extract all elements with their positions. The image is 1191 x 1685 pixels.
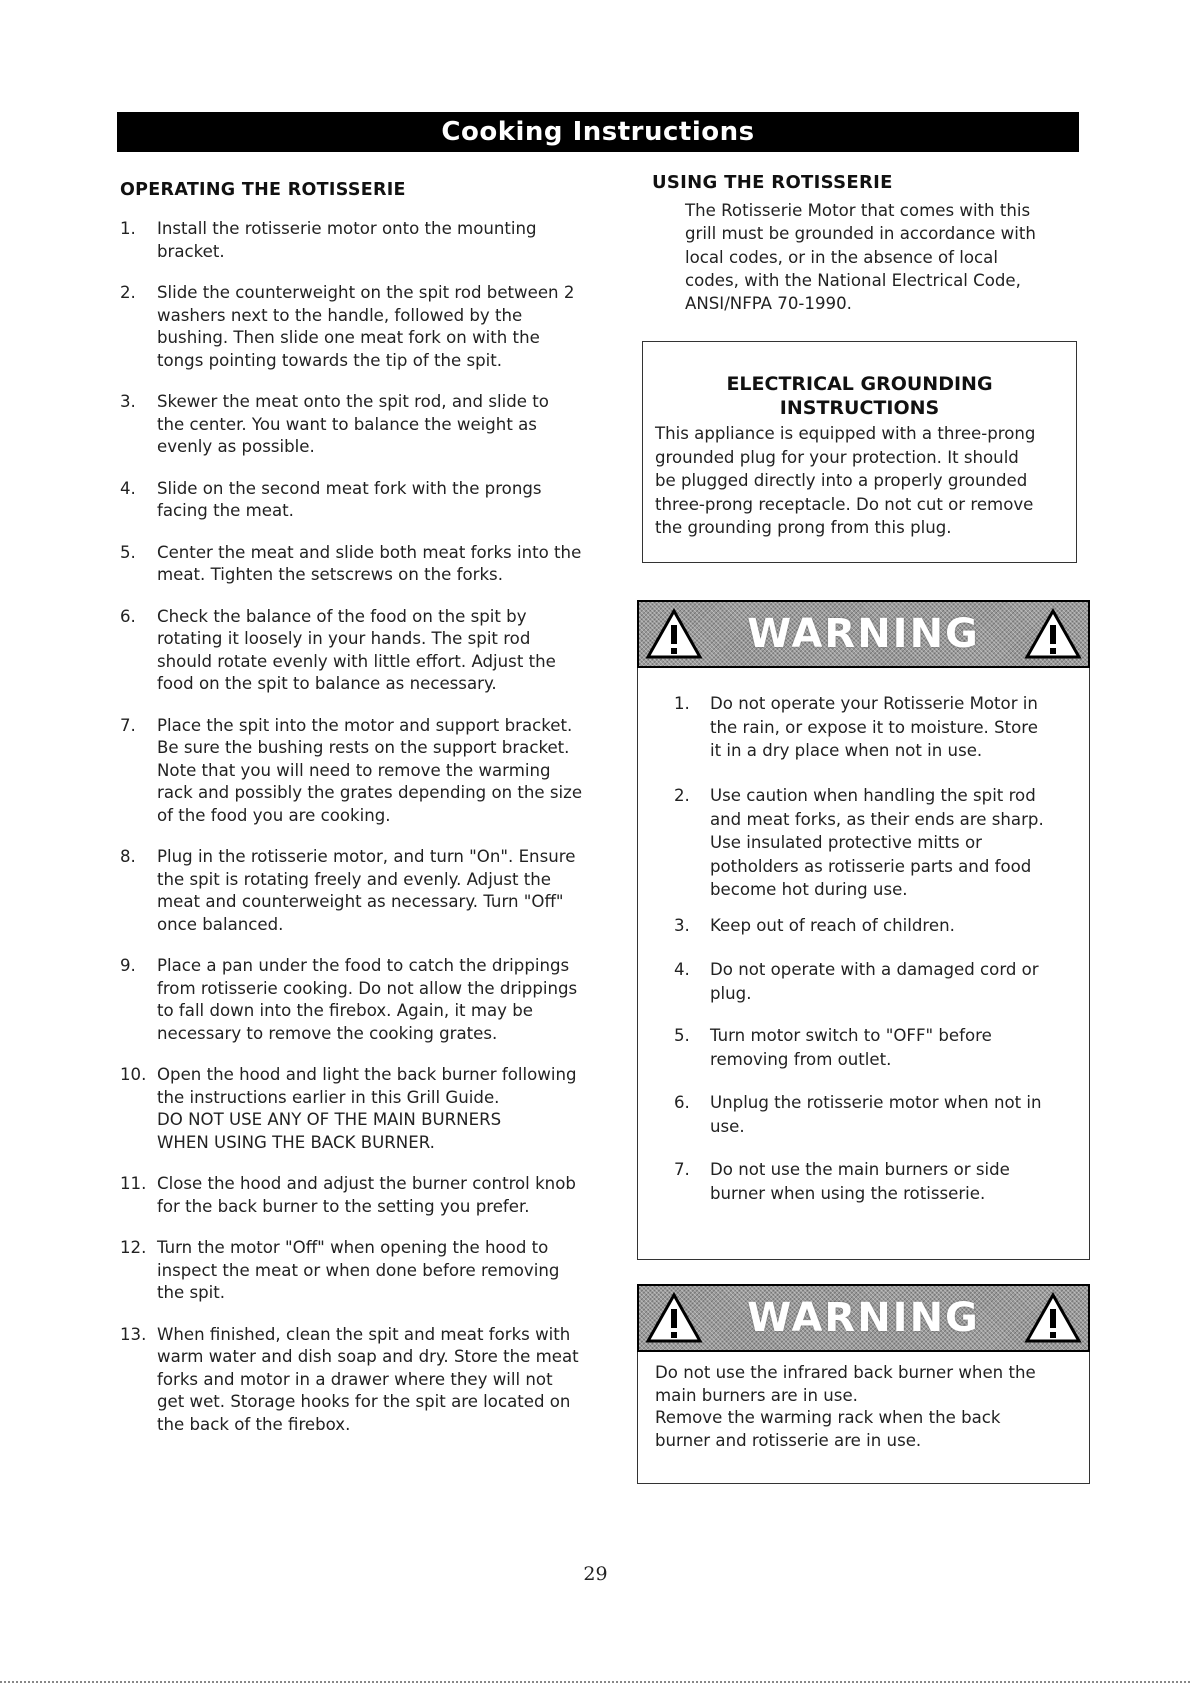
warning-item-text: Use caution when handling the spit rod and meat forks, as their ends are sharp. Use insulated protective mitts or potholders as rotisserie parts and food become hot during use. — [710, 786, 1044, 899]
warning-item-number: 7. — [674, 1160, 690, 1179]
operating-step — [120, 606, 610, 696]
operating-section — [120, 180, 610, 1455]
step-number: 6. — [120, 606, 136, 626]
warning-2-body: Do not use the infrared back burner when the main burners are in use. Remove the warming rack when the back burner and rotisserie are in use. — [655, 1363, 1036, 1450]
step-text: Skewer the meat onto the spit rod, and slide to the center. You want to balance the weight as evenly as possible. — [157, 392, 549, 456]
step-number: 9. — [120, 956, 136, 975]
warning-item-number: 1. — [674, 694, 690, 713]
warning-item — [674, 958, 1039, 1005]
step-number: 10. — [120, 1065, 147, 1084]
warning-item — [674, 1024, 992, 1071]
operating-step — [120, 955, 610, 1045]
section-banner — [117, 112, 1079, 152]
operating-step — [120, 542, 610, 587]
electrical-grounding-box — [642, 341, 1077, 563]
operating-steps-list — [120, 218, 610, 1436]
warning-triangle-icon — [645, 1292, 703, 1344]
warning-item — [674, 1158, 1010, 1205]
step-number: 4. — [120, 478, 136, 498]
banner-title: Cooking Instructions — [441, 117, 755, 147]
step-text: Slide on the second meat fork with the prongs facing the meat. — [157, 478, 542, 520]
using-body: The Rotisserie Motor that comes with this grill must be grounded in accordance with local codes, or in the absence of local codes, with the National Electrical Code, ANSI/NFPA 70-1990. — [685, 201, 1036, 314]
step-number: 3. — [120, 392, 136, 411]
step-text: Turn the motor "Off" when opening the hood to inspect the meat or when done before removing the spit. — [157, 1238, 560, 1302]
using-section — [652, 172, 1092, 315]
operating-step — [120, 846, 610, 936]
operating-heading: OPERATING THE ROTISSERIE — [120, 180, 406, 200]
operating-step — [120, 1173, 610, 1218]
step-text: Open the hood and light the back burner following the instructions earlier in this Grill Guide. DO NOT USE ANY OF THE MAIN BURNERS WHEN USING THE BACK BURNER. — [157, 1065, 577, 1152]
operating-step — [120, 1237, 610, 1305]
warning-item-number: 6. — [674, 1093, 690, 1112]
warning-item-number: 2. — [674, 786, 690, 805]
warning-item-text: Do not operate your Rotisserie Motor in the rain, or expose it to moisture. Store it in a dry place when not in use. — [710, 694, 1038, 760]
step-text: Close the hood and adjust the burner control knob for the back burner to the setting you prefer. — [157, 1174, 576, 1216]
warning-label: WARNING — [747, 611, 980, 657]
step-number: 1. — [120, 219, 136, 238]
warning-item-text: Do not operate with a damaged cord or plug. — [710, 960, 1039, 1003]
step-text: Check the balance of the food on the spit by rotating it loosely in your hands. The spit rod should rotate evenly with little effort. Adjust the food on the spit to balance as necessary. — [157, 606, 556, 693]
step-number: 5. — [120, 542, 136, 562]
operating-step — [120, 1324, 610, 1437]
step-text: Place a pan under the food to catch the drippings from rotisserie cooking. Do not allow the drippings to fall down into the firebox. Again, it may be necessary to remove the cooking grates. — [157, 956, 578, 1043]
warning-triangle-icon — [1024, 1292, 1082, 1344]
warning-bar-2 — [637, 1284, 1090, 1352]
warning-box-1 — [637, 668, 1090, 1260]
operating-step — [120, 715, 610, 828]
warning-item — [674, 784, 1044, 902]
warning-item-number: 3. — [674, 916, 690, 935]
step-text: Install the rotisserie motor onto the mounting bracket. — [157, 219, 537, 261]
step-text: Center the meat and slide both meat forks into the meat. Tighten the setscrews on the forks. — [157, 542, 582, 584]
warning-item-text: Do not use the main burners or side burner when using the rotisserie. — [710, 1160, 1010, 1203]
warning-triangle-icon — [645, 608, 703, 660]
operating-step — [120, 218, 610, 263]
step-number: 12. — [120, 1238, 147, 1257]
step-number: 13. — [120, 1324, 147, 1344]
warning-item-text: Keep out of reach of children. — [710, 916, 955, 935]
grounding-body: This appliance is equipped with a three-prong grounded plug for your protection. It should be plugged directly into a properly grounded three-prong receptacle. Do not cut or remove the grounding prong from this plug. — [655, 424, 1036, 537]
operating-step — [120, 1064, 610, 1154]
step-number: 11. — [120, 1174, 147, 1193]
warning-item — [674, 914, 955, 938]
operating-step — [120, 282, 610, 372]
step-number: 8. — [120, 847, 136, 866]
step-text: Slide the counterweight on the spit rod between 2 washers next to the handle, followed by the bushing. Then slide one meat fork on with the tongs pointing towards the tip of the spit. — [157, 283, 575, 370]
step-text: Plug in the rotisserie motor, and turn "On". Ensure the spit is rotating freely and evenly. Adjust the meat and counterweight as necessary. Turn "Off" once balanced. — [157, 847, 576, 934]
grounding-title: ELECTRICAL GROUNDING INSTRUCTIONS — [726, 373, 993, 419]
step-text: When finished, clean the spit and meat forks with warm water and dish soap and dry. Store the meat forks and motor in a drawer where they will not get wet. Storage hooks for the spit are located on the back of the firebox. — [157, 1324, 579, 1434]
step-number: 2. — [120, 283, 136, 302]
operating-step — [120, 478, 610, 523]
warning-item-text: Turn motor switch to "OFF" before removing from outlet. — [710, 1026, 992, 1069]
warning-item — [674, 1091, 1042, 1138]
warning-box-2 — [637, 1352, 1090, 1484]
warning-bar-1 — [637, 600, 1090, 668]
step-number: 7. — [120, 715, 136, 735]
warning-item — [674, 692, 1038, 763]
warning-item-number: 4. — [674, 960, 690, 979]
warning-item-number: 5. — [674, 1026, 690, 1045]
warning-item-text: Unplug the rotisserie motor when not in use. — [710, 1093, 1042, 1136]
operating-step — [120, 391, 610, 459]
scan-edge-line — [0, 1681, 1191, 1683]
step-text: Place the spit into the motor and support bracket. Be sure the bushing rests on the support bracket. Note that you will need to remove the warming rack and possibly the grates depending on the size of the food you are cooking. — [157, 715, 583, 825]
warning-label: WARNING — [747, 1295, 980, 1341]
using-heading: USING THE ROTISSERIE — [652, 172, 893, 193]
warning-triangle-icon — [1024, 608, 1082, 660]
page-number: 29 — [583, 1563, 608, 1585]
